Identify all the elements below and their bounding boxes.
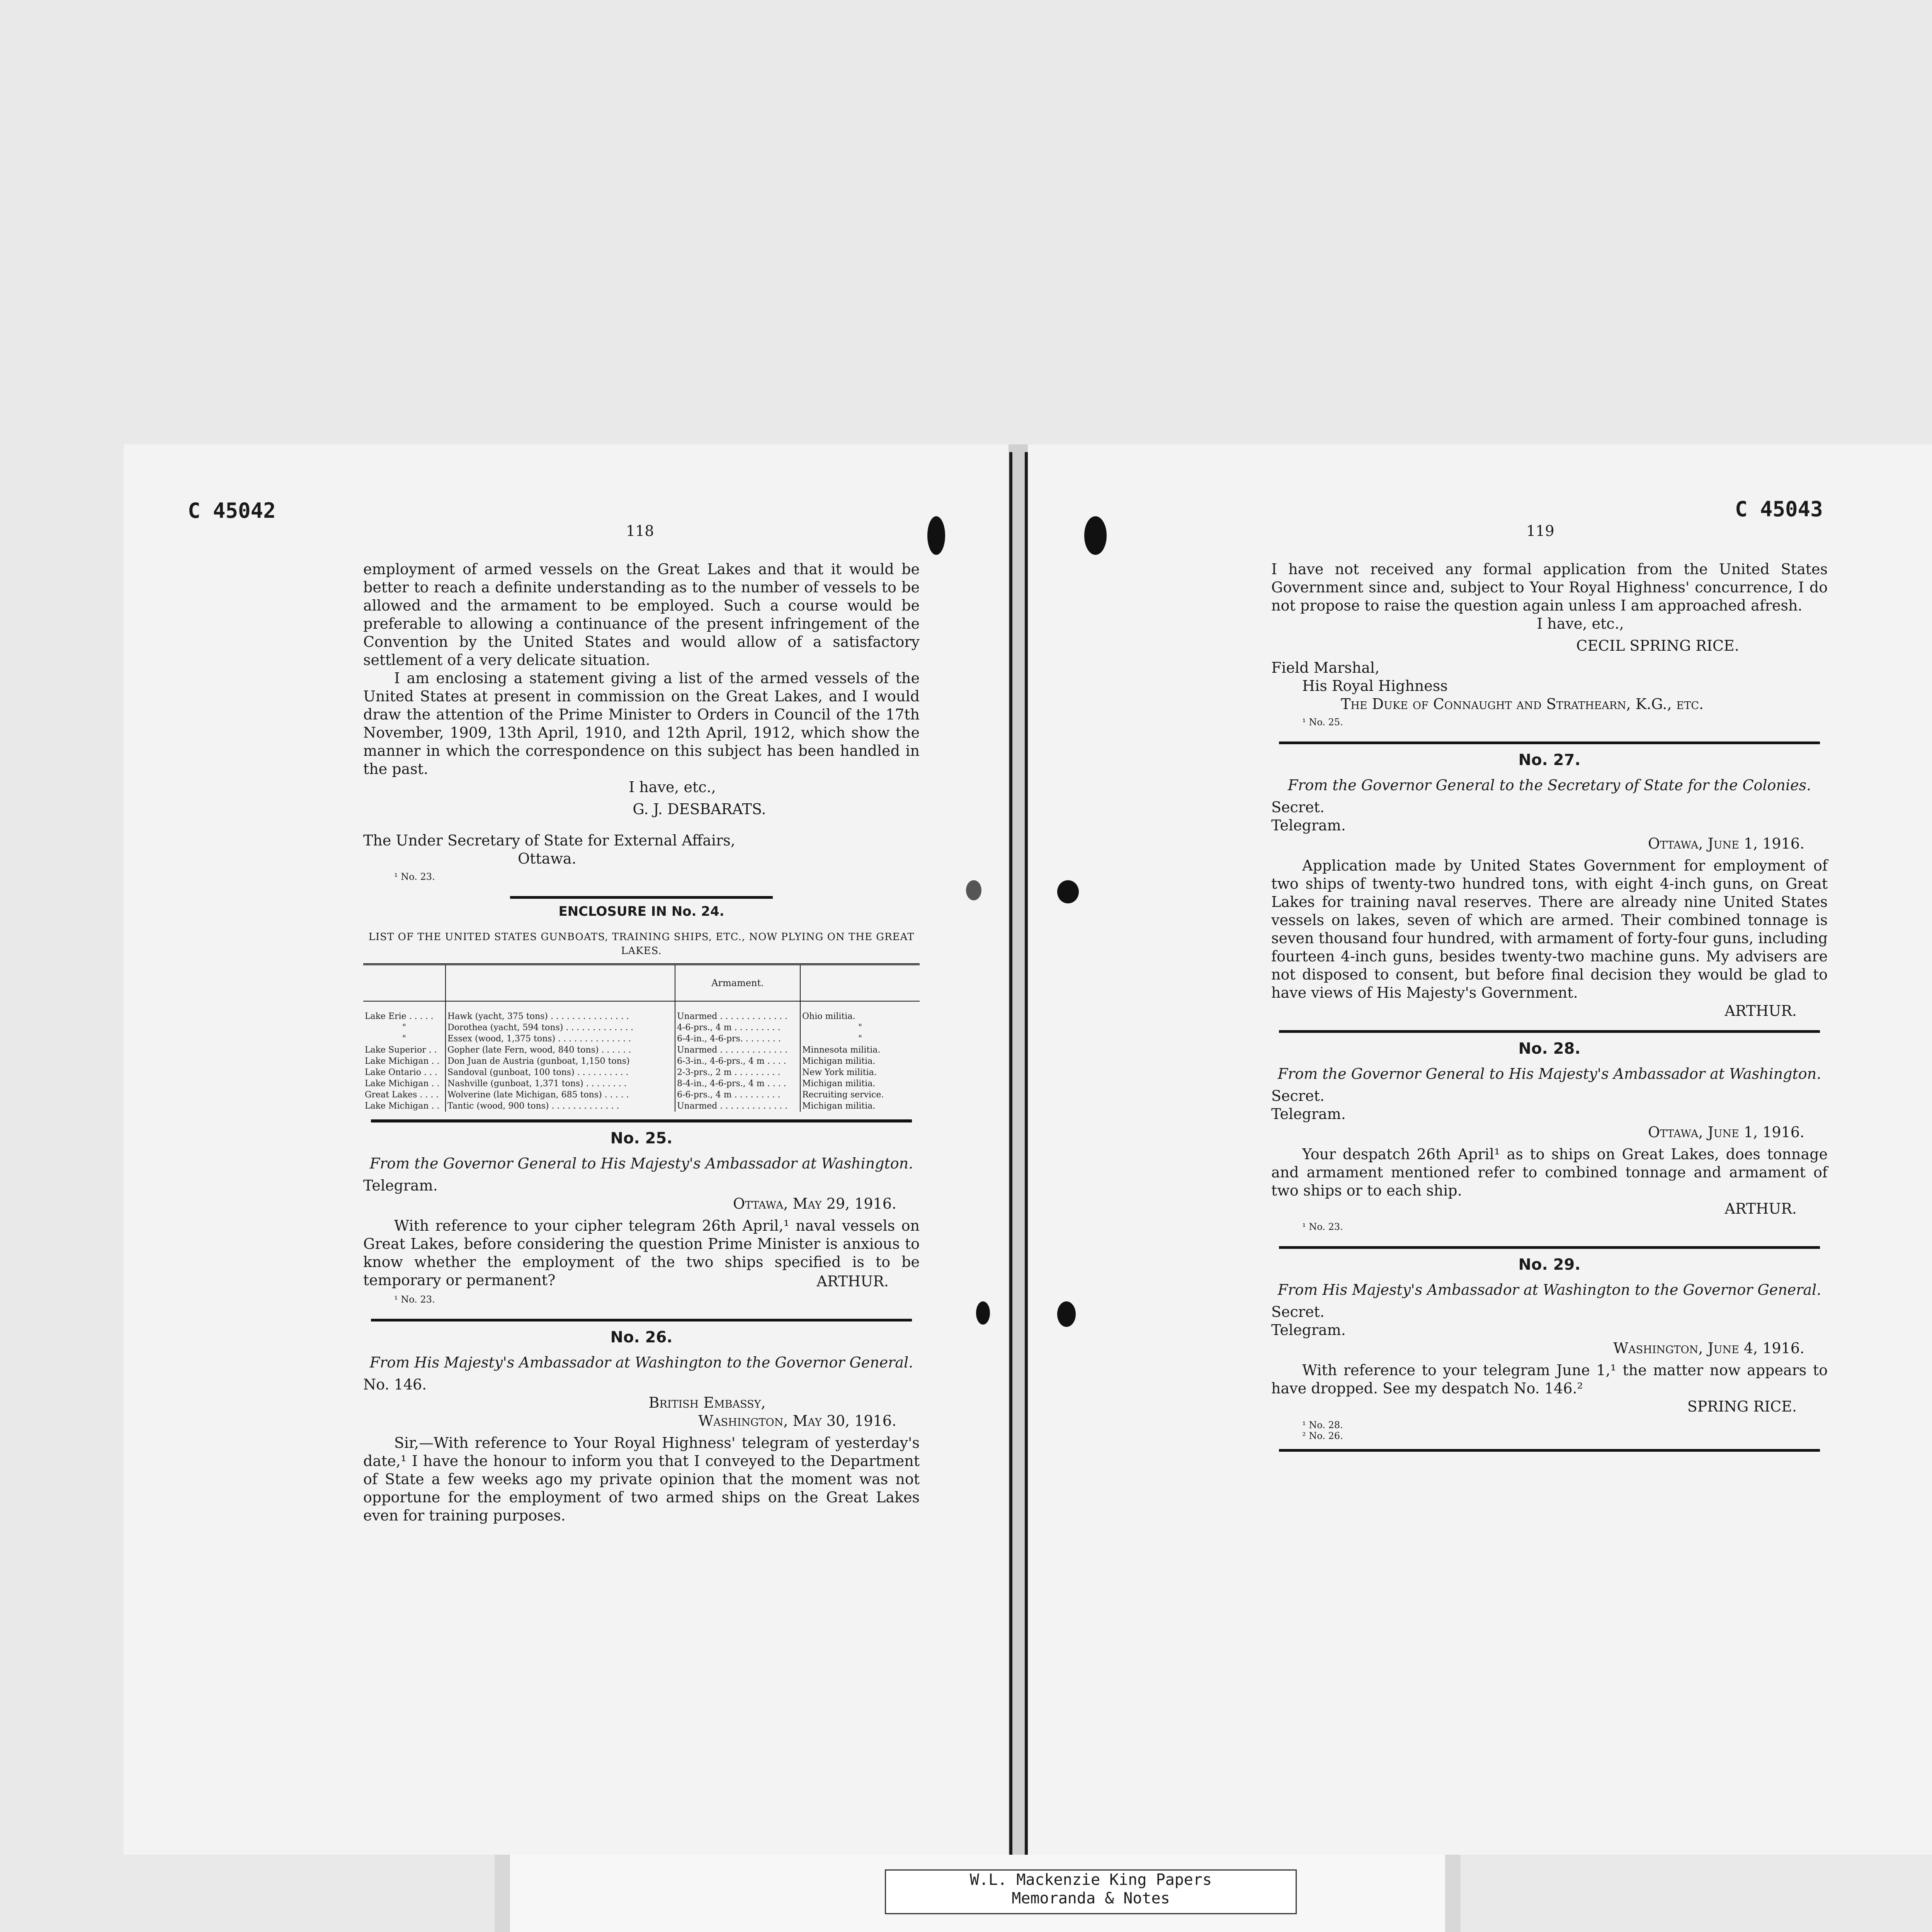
cell-armament: Unarmed . . . . . . . . . . . . . — [675, 1100, 800, 1112]
signature: CECIL SPRING RICE. — [1576, 637, 1739, 654]
document-stamp-right: C 45043 — [1735, 497, 1823, 521]
cell-lake: Lake Superior . . — [365, 1045, 437, 1055]
cell-armament: 6-3-in., 4-6-prs., 4 m . . . . — [675, 1056, 800, 1067]
left-page-content — [363, 560, 920, 1525]
paragraph: employment of armed vessels on the Great Lakes and that it would be better to reach a definite understanding as to the number of vessels to be allowed and the armament to be employed. Such a course would be preferable to allowing a continuance of the present infringement of the Convention by the United States and would allow of a satisfactory settlement of a very delicate situation. — [363, 561, 920, 668]
cell-service: Michigan militia. — [800, 1100, 920, 1112]
table-header-blank — [446, 964, 675, 1002]
vessels-table — [363, 963, 920, 1112]
cell-vessel: Wolverine (late Michigan, 685 tons) . . . . . — [446, 1089, 675, 1100]
table-header-armament: Armament. — [675, 964, 800, 1002]
document-stamp-left: C 45042 — [188, 498, 276, 523]
cell-vessel: Don Juan de Austria (gunboat, 1,150 tons) — [446, 1056, 675, 1067]
heading-no-28: No. 28. — [1518, 1040, 1581, 1058]
enclosure-subtitle: LIST OF THE UNITED STATES GUNBOATS, TRAINING SHIPS, ETC., NOW PLYING ON THE GREAT LAKES. — [368, 931, 915, 957]
footnote: ¹ No. 25. — [1302, 717, 1343, 728]
cell-service: " — [800, 1033, 920, 1044]
cell-vessel: Sandoval (gunboat, 100 tons) . . . . . . . . . . — [446, 1067, 675, 1078]
punch-hole — [966, 880, 981, 900]
section-rule — [1279, 1449, 1820, 1452]
punch-hole — [1057, 880, 1079, 903]
punch-hole — [927, 516, 945, 555]
no25-signature: ARTHUR. — [816, 1273, 889, 1290]
no26-ref: No. 146. — [363, 1376, 427, 1393]
paragraph: I have not received any formal application from the United States Government since and, subject to Your Royal Highness' concurrence, I do not propose to raise the question again unless I am approached afresh. — [1271, 561, 1828, 614]
table-row — [363, 1022, 920, 1033]
cell-lake: Great Lakes . . . . — [365, 1090, 439, 1100]
cell-lake: Lake Michigan . . — [365, 1079, 440, 1088]
no29-body: With reference to your telegram June 1,¹ the matter now appears to have dropped. See my despatch No. 146.² — [1271, 1362, 1828, 1397]
cell-lake: Lake Ontario . . . — [365, 1068, 437, 1077]
addressee-city: Ottawa. — [518, 850, 577, 867]
enclosure-heading: ENCLOSURE IN No. 24. — [558, 904, 724, 919]
punch-hole — [1084, 516, 1107, 555]
table-row — [363, 1033, 920, 1044]
no29-footnote: ¹ No. 28. — [1302, 1420, 1343, 1430]
no29-signature: SPRING RICE. — [1687, 1398, 1797, 1415]
page-number-right: 119 — [1526, 522, 1554, 539]
table-row — [363, 1056, 920, 1067]
table-row — [363, 1078, 920, 1089]
addressee-line: His Royal Highness — [1302, 677, 1448, 694]
cell-service: Michigan militia. — [800, 1078, 920, 1089]
no27-signature: ARTHUR. — [1725, 1002, 1797, 1019]
no27-dateline: Ottawa, June 1, 1916. — [1648, 835, 1804, 852]
heading-no-26: No. 26. — [610, 1328, 673, 1346]
no27-line2: Telegram. — [1271, 817, 1346, 834]
cell-armament: 6-6-prs., 4 m . . . . . . . . . — [675, 1089, 800, 1100]
page-number-left: 118 — [626, 522, 654, 539]
no28-body: Your despatch 26th April¹ as to ships on Great Lakes, does tonnage and armament mentioned refer to combined tonnage and armament of two ships or to each ship. — [1271, 1146, 1828, 1199]
cell-armament: 8-4-in., 4-6-prs., 4 m . . . . — [675, 1078, 800, 1089]
cell-service: Ohio militia. — [800, 1001, 920, 1022]
no27-body: Application made by United States Government for employment of two ships of twenty-two hundred tons, with eight 4-inch guns, on Great Lakes for training naval reserves. There are already nine United States vessels on lakes, seven of which are armed. Their combined tonnage is seven thousand four hundred, with armament of forty-four guns, including fourteen 4-inch guns, besides twenty-two machine guns. My advisers are not disposed to consent, but before final decision they would be glad to have views of His Majesty's Government. — [1271, 857, 1828, 1001]
table-header-blank — [363, 964, 446, 1002]
cell-service: Minnesota militia. — [800, 1044, 920, 1056]
closing: I have, etc., — [629, 779, 716, 796]
closing: I have, etc., — [1537, 615, 1624, 632]
addressee-name: The Duke of Connaught and Strathearn, K.G., etc. — [1341, 696, 1704, 713]
no28-signature: ARTHUR. — [1725, 1200, 1797, 1217]
table-row — [363, 1067, 920, 1078]
archive-label — [885, 1869, 1297, 1914]
cell-vessel: Tantic (wood, 900 tons) . . . . . . . . . . . . . — [446, 1100, 675, 1112]
cell-vessel: Hawk (yacht, 375 tons) . . . . . . . . . . . . . . . — [446, 1001, 675, 1022]
cell-service: " — [800, 1022, 920, 1033]
signature: G. J. DESBARATS. — [633, 801, 766, 818]
punch-hole — [1057, 1301, 1076, 1327]
table-row — [363, 1044, 920, 1056]
table-row — [363, 1001, 920, 1022]
section-rule — [371, 1319, 912, 1321]
no28-line2: Telegram. — [1271, 1105, 1346, 1122]
cell-armament: 6-4-in., 4-6-prs. . . . . . . . — [675, 1033, 800, 1044]
no25-subtitle: From the Governor General to His Majesty's Ambassador at Washington. — [369, 1155, 913, 1172]
archive-label-line2: Memoranda & Notes — [1012, 1889, 1170, 1907]
cell-armament: 2-3-prs., 2 m . . . . . . . . . — [675, 1067, 800, 1078]
table-row — [363, 1089, 920, 1100]
footnote: ¹ No. 23. — [394, 871, 435, 882]
cell-service: New York militia. — [800, 1067, 920, 1078]
cell-armament: 4-6-prs., 4 m . . . . . . . . . — [675, 1022, 800, 1033]
no28-line1: Secret. — [1271, 1087, 1325, 1104]
section-rule — [1279, 1030, 1820, 1033]
cell-service: Michigan militia. — [800, 1056, 920, 1067]
no28-subtitle: From the Governor General to His Majesty's Ambassador at Washington. — [1277, 1065, 1821, 1082]
cell-lake: " — [402, 1023, 406, 1032]
addressee-title: Field Marshal, — [1271, 659, 1380, 676]
table-row — [363, 1100, 920, 1112]
section-rule — [371, 1119, 912, 1122]
cell-lake: Lake Erie . . . . . — [365, 1012, 434, 1021]
no25-type: Telegram. — [363, 1177, 438, 1194]
table-header-blank — [800, 964, 920, 1002]
cell-vessel: Dorothea (yacht, 594 tons) . . . . . . . . . . . . . — [446, 1022, 675, 1033]
addressee: The Under Secretary of State for External Affairs, — [363, 832, 735, 849]
heading-no-25: No. 25. — [610, 1129, 673, 1147]
no26-subtitle: From His Majesty's Ambassador at Washington to the Governor General. — [369, 1354, 913, 1371]
no26-body: Sir,—With reference to Your Royal Highness' telegram of yesterday's date,¹ I have the honour to inform you that I conveyed to the Department of State a few weeks ago my private opinion that the moment was not opportune for the employment of two armed ships on the Great Lakes even for training purposes. — [363, 1434, 920, 1524]
no27-subtitle: From the Governor General to the Secretary of State for the Colonies. — [1287, 777, 1811, 794]
cell-lake: " — [402, 1034, 406, 1044]
cell-lake: Lake Michigan . . — [365, 1101, 440, 1111]
heading-no-27: No. 27. — [1518, 751, 1581, 769]
no29-line1: Secret. — [1271, 1303, 1325, 1320]
heading-no-29: No. 29. — [1518, 1256, 1581, 1274]
gutter-shadow-right — [1025, 452, 1028, 1859]
no25-body: With reference to your cipher telegram 26th April,¹ naval vessels on Great Lakes, before considering the question Prime Minister is anxious to know whether the employment of the two ships specified is to be temporary or permanent? — [363, 1217, 920, 1289]
no28-footnote: ¹ No. 23. — [1302, 1221, 1343, 1232]
cell-vessel: Gopher (late Fern, wood, 840 tons) . . . . . . — [446, 1044, 675, 1056]
no28-dateline: Ottawa, June 1, 1916. — [1648, 1124, 1804, 1141]
cell-vessel: Nashville (gunboat, 1,371 tons) . . . . . . . . — [446, 1078, 675, 1089]
section-rule — [1279, 742, 1820, 744]
no29-line2: Telegram. — [1271, 1321, 1346, 1338]
gutter-shadow-left — [1009, 452, 1012, 1859]
cell-armament: Unarmed . . . . . . . . . . . . . — [675, 1001, 800, 1022]
cell-armament: Unarmed . . . . . . . . . . . . . — [675, 1044, 800, 1056]
cell-vessel: Essex (wood, 1,375 tons) . . . . . . . . . . . . . . — [446, 1033, 675, 1044]
no29-dateline: Washington, June 4, 1916. — [1613, 1340, 1804, 1357]
archive-label-line1: W.L. Mackenzie King Papers — [969, 1871, 1212, 1889]
section-rule — [1279, 1246, 1820, 1249]
no26-dateline: Washington, May 30, 1916. — [698, 1412, 896, 1429]
no27-line1: Secret. — [1271, 799, 1325, 816]
no29-footnote: ² No. 26. — [1302, 1430, 1343, 1441]
no26-place: British Embassy, — [648, 1394, 766, 1411]
cell-service: Recruiting service. — [800, 1089, 920, 1100]
paragraph: I am enclosing a statement giving a list of the armed vessels of the United States at present in commission on the Great Lakes, and I would draw the attention of the Prime Minister to Orders in Council of the 17th November, 1909, 13th April, 1910, and 12th April, 1912, which show the manner in which the correspondence on this subject has been handled in the past. — [363, 670, 920, 777]
cell-lake: Lake Michigan . . — [365, 1056, 440, 1066]
no25-footnote: ¹ No. 23. — [394, 1294, 435, 1305]
punch-hole — [976, 1301, 990, 1325]
section-rule — [510, 896, 773, 899]
no25-dateline: Ottawa, May 29, 1916. — [733, 1195, 896, 1212]
no29-subtitle: From His Majesty's Ambassador at Washington to the Governor General. — [1277, 1281, 1821, 1298]
right-page-content — [1271, 560, 1828, 1456]
